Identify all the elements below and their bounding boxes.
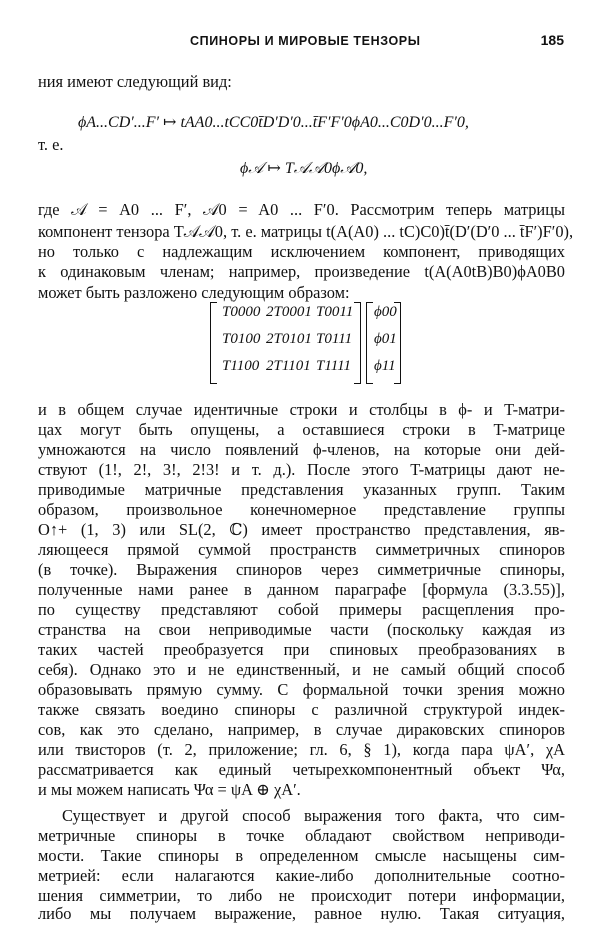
text-line: полученные нами ранее в данном параграфе [формула (3.3.55)], [38, 580, 565, 599]
text-line: ляющееся прямой суммой пространств симметричных спиноров [38, 540, 565, 559]
left-bracket [366, 302, 373, 384]
vector-cell: ϕ11 [374, 358, 396, 374]
matrix-cell: 2T0101 [266, 331, 312, 347]
text-line: также связать воедино спиноры с различной структурой индек- [38, 700, 565, 719]
text-line: и мы можем написать Ψα = ψA ⊕ χA′. [38, 780, 301, 799]
matrix-cell: T0111 [316, 331, 353, 347]
equation-transformation: ϕA...CD′...F′ ↦ tAA0...tCC0t̄D′D′0...t̄F′F′0ϕA0...C0D′0...F′0, [78, 114, 469, 131]
vector-cell: ϕ00 [374, 304, 397, 320]
text-line: либо мы получаем выражение, равное нулю. Такая ситуация, [38, 904, 565, 923]
text-line: приводимые матричные представления указанных групп. Таким [38, 480, 565, 499]
text-line: O↑+ (1, 3) или SL(2, ℂ) имеет пространство представления, яв- [38, 520, 565, 539]
text-line: (в точке). Выражения спиноров через симметричные спиноры, [38, 560, 565, 579]
text-line: образом, произвольное конечномерное представление группы [38, 500, 565, 519]
text-line: рассматривается как единый четырехкомпонентный объект Ψα, [38, 760, 565, 779]
text-line: т. е. [38, 135, 64, 154]
text-line: или твисторов (т. 2, приложение; гл. 6, § 1), когда пара ψA′, χA [38, 740, 565, 759]
text-line: по существу представляют собой примеры расщепления про- [38, 600, 565, 619]
matrix-cell: 2T1101 [266, 358, 311, 374]
matrix-cell: T1100 [222, 358, 260, 374]
equation-short-form: ϕ𝒜 ↦ T𝒜𝒜0ϕ𝒜0, [240, 160, 368, 177]
right-bracket [394, 302, 401, 384]
text-line: шения симметрии, то либо не происходит потери информации, [38, 886, 565, 905]
text-line: компонент тензора T𝒜𝒜0, т. е. матрицы t(A(A0) ... tC)C0)t̄(D′(D′0 ... t̄F′)F′0), [38, 222, 574, 241]
text-line: и в общем случае идентичные строки и столбцы в ϕ- и T-матри- [38, 400, 565, 419]
text-line: но только с надлежащим исключением компонент, приводящих [38, 242, 565, 261]
right-bracket [354, 302, 361, 384]
text-line: цах могут быть опущены, а оставшиеся строки в T-матрице [38, 420, 565, 439]
text-line: метричные спиноры в точке обладают свойством неприводи- [38, 826, 565, 845]
vector-cell: ϕ01 [374, 331, 397, 347]
text-line: ния имеют следующий вид: [38, 72, 232, 91]
text-line: где 𝒜 = A0 ... F′, 𝒜0 = A0 ... F′0. Рассмотрим теперь матрицы [38, 200, 565, 219]
text-line: умножаются на число появлений ϕ-членов, на которые они дей- [38, 440, 565, 459]
page-number: 185 [540, 32, 564, 48]
text-line: сов, как это сделано, например, в случае дираковских спиноров [38, 720, 565, 739]
text-line: странства на свои неприводимые части (поскольку каждая из [38, 620, 565, 639]
text-line: таких частей преобразуется при спиновых преобразованиях в [38, 640, 565, 659]
text-line: себя). Однако это и не единственный, и не самый общий способ [38, 660, 565, 679]
text-line: к одинаковым членам; например, произведение t(A(A0tB)B0)ϕA0B0 [38, 262, 565, 281]
text-line: ствуют (1!, 2!, 3!, 2!3! и т. д.). После этого T-матрицы дают не- [38, 460, 565, 479]
text-line: образовывать прямую сумму. С формальной точки зрения можно [38, 680, 565, 699]
text-line: метрией: если налагаются какие-либо дополнительные соотно- [38, 866, 565, 885]
matrix-cell: T0000 [222, 304, 261, 320]
left-bracket [210, 302, 217, 384]
matrix-cell: T1111 [316, 358, 352, 374]
running-header: СПИНОРЫ И МИРОВЫЕ ТЕНЗОРЫ [190, 34, 421, 48]
text-line: мости. Такие спиноры в определенном смысле насыщены сим- [38, 846, 565, 865]
matrix-equation [210, 302, 400, 384]
matrix-cell: T0100 [222, 331, 261, 347]
matrix-cell: 2T0001 [266, 304, 312, 320]
text-line: может быть разложено следующим образом: [38, 283, 350, 302]
text-line: Существует и другой способ выражения того факта, что сим- [62, 806, 565, 825]
matrix-cell: T0011 [316, 304, 354, 320]
